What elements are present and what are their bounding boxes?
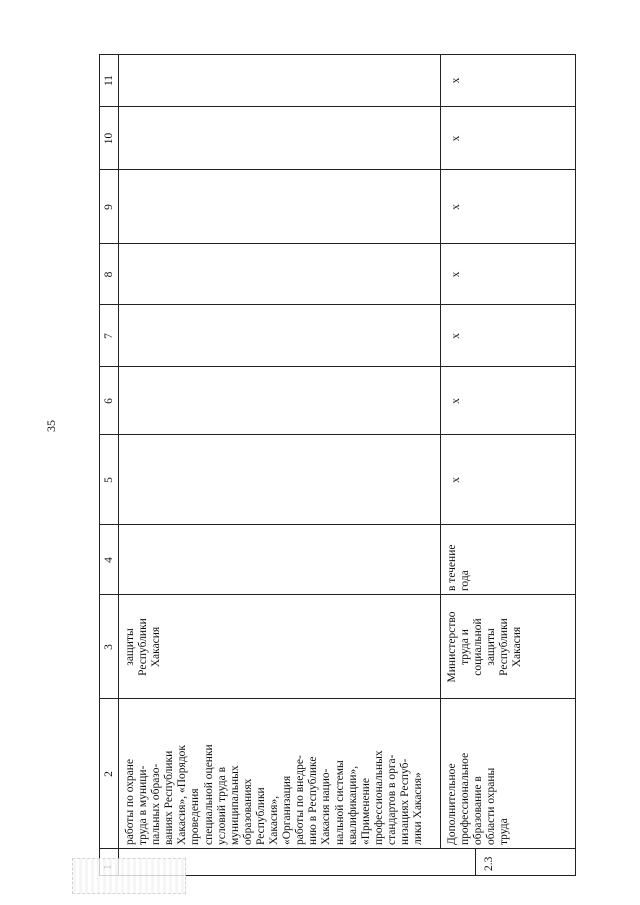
cell-r1-c7 xyxy=(118,305,440,367)
cell-r2-c1-wrap xyxy=(475,849,575,876)
cell-r2-c4: в течение года xyxy=(446,544,472,591)
grid-line-v2 xyxy=(99,594,576,595)
header-col-9: 9 xyxy=(103,204,115,210)
grid-line-v4 xyxy=(99,434,576,435)
grid-line-v10 xyxy=(99,54,576,55)
header-col-8: 8 xyxy=(103,271,115,278)
landscape-table xyxy=(99,54,576,849)
grid-line-v9 xyxy=(99,106,576,107)
cell-r2-c10: х xyxy=(450,135,462,142)
cell-r1-c6 xyxy=(118,367,440,435)
header-col-11: 11 xyxy=(103,74,115,87)
cell-r2-c7: х xyxy=(450,333,462,339)
cell-r1-c3: защиты Республики Хакасия xyxy=(124,618,163,676)
page-number: 35 xyxy=(44,420,58,432)
scan-stamp-mark xyxy=(72,858,186,894)
grid-line-v5 xyxy=(99,366,576,367)
cell-r2-c8: х xyxy=(450,271,462,278)
cell-r2-c2: Дополнительное профессиональное образование в области охраны труда xyxy=(446,752,511,845)
grid-line-v8 xyxy=(99,169,576,170)
cell-r1-c5 xyxy=(118,435,440,525)
cell-r2-c6: х xyxy=(450,398,462,404)
cell-r2-c3: Министерство труда и социальной защиты Республики Хакасия xyxy=(446,611,524,683)
grid-line-outer-bottom xyxy=(575,54,576,849)
header-col-5: 5 xyxy=(103,477,115,483)
header-col-7: 7 xyxy=(103,333,115,339)
cell-r1-c9 xyxy=(118,170,440,244)
cell-r1-c8 xyxy=(118,244,440,305)
cell-r1-c4 xyxy=(118,525,440,595)
header-col-6: 6 xyxy=(103,398,115,404)
grid-line-v6 xyxy=(99,304,576,305)
grid-line-outer-top xyxy=(99,54,100,849)
grid-line-header xyxy=(118,54,119,849)
header-col-4: 4 xyxy=(103,557,115,563)
header-col-10: 10 xyxy=(103,132,115,145)
grid-line-v7 xyxy=(99,243,576,244)
header-col-3: 3 xyxy=(103,644,115,650)
grid-line-numcol-right xyxy=(575,849,576,876)
cell-r2-c1: 2.3 xyxy=(483,856,495,871)
header-col-2: 2 xyxy=(103,771,115,777)
grid-line-v1 xyxy=(99,698,576,699)
cell-r2-c9: х xyxy=(450,204,462,210)
cell-r1-c10 xyxy=(118,107,440,170)
cell-r1-c11 xyxy=(118,54,440,107)
grid-line-v3 xyxy=(99,524,576,525)
cell-r2-c11: х xyxy=(450,77,462,84)
cell-r2-c5: х xyxy=(450,477,462,483)
cell-r1-c2: работы по охране труда в муници- пальных образо- ваниях Республики Хакасия», «Порядок проведения специальной оценки условий труда в муниципальных образованиях Республики Хакасия», «Организация работы по внедре- нию в Республике Хакасия нацио- нальной системы квалификации», «Применение профессиональных стандартов в орга- низациях Респуб- лики Хакасия» xyxy=(124,744,425,845)
grid-line-row xyxy=(440,54,441,849)
